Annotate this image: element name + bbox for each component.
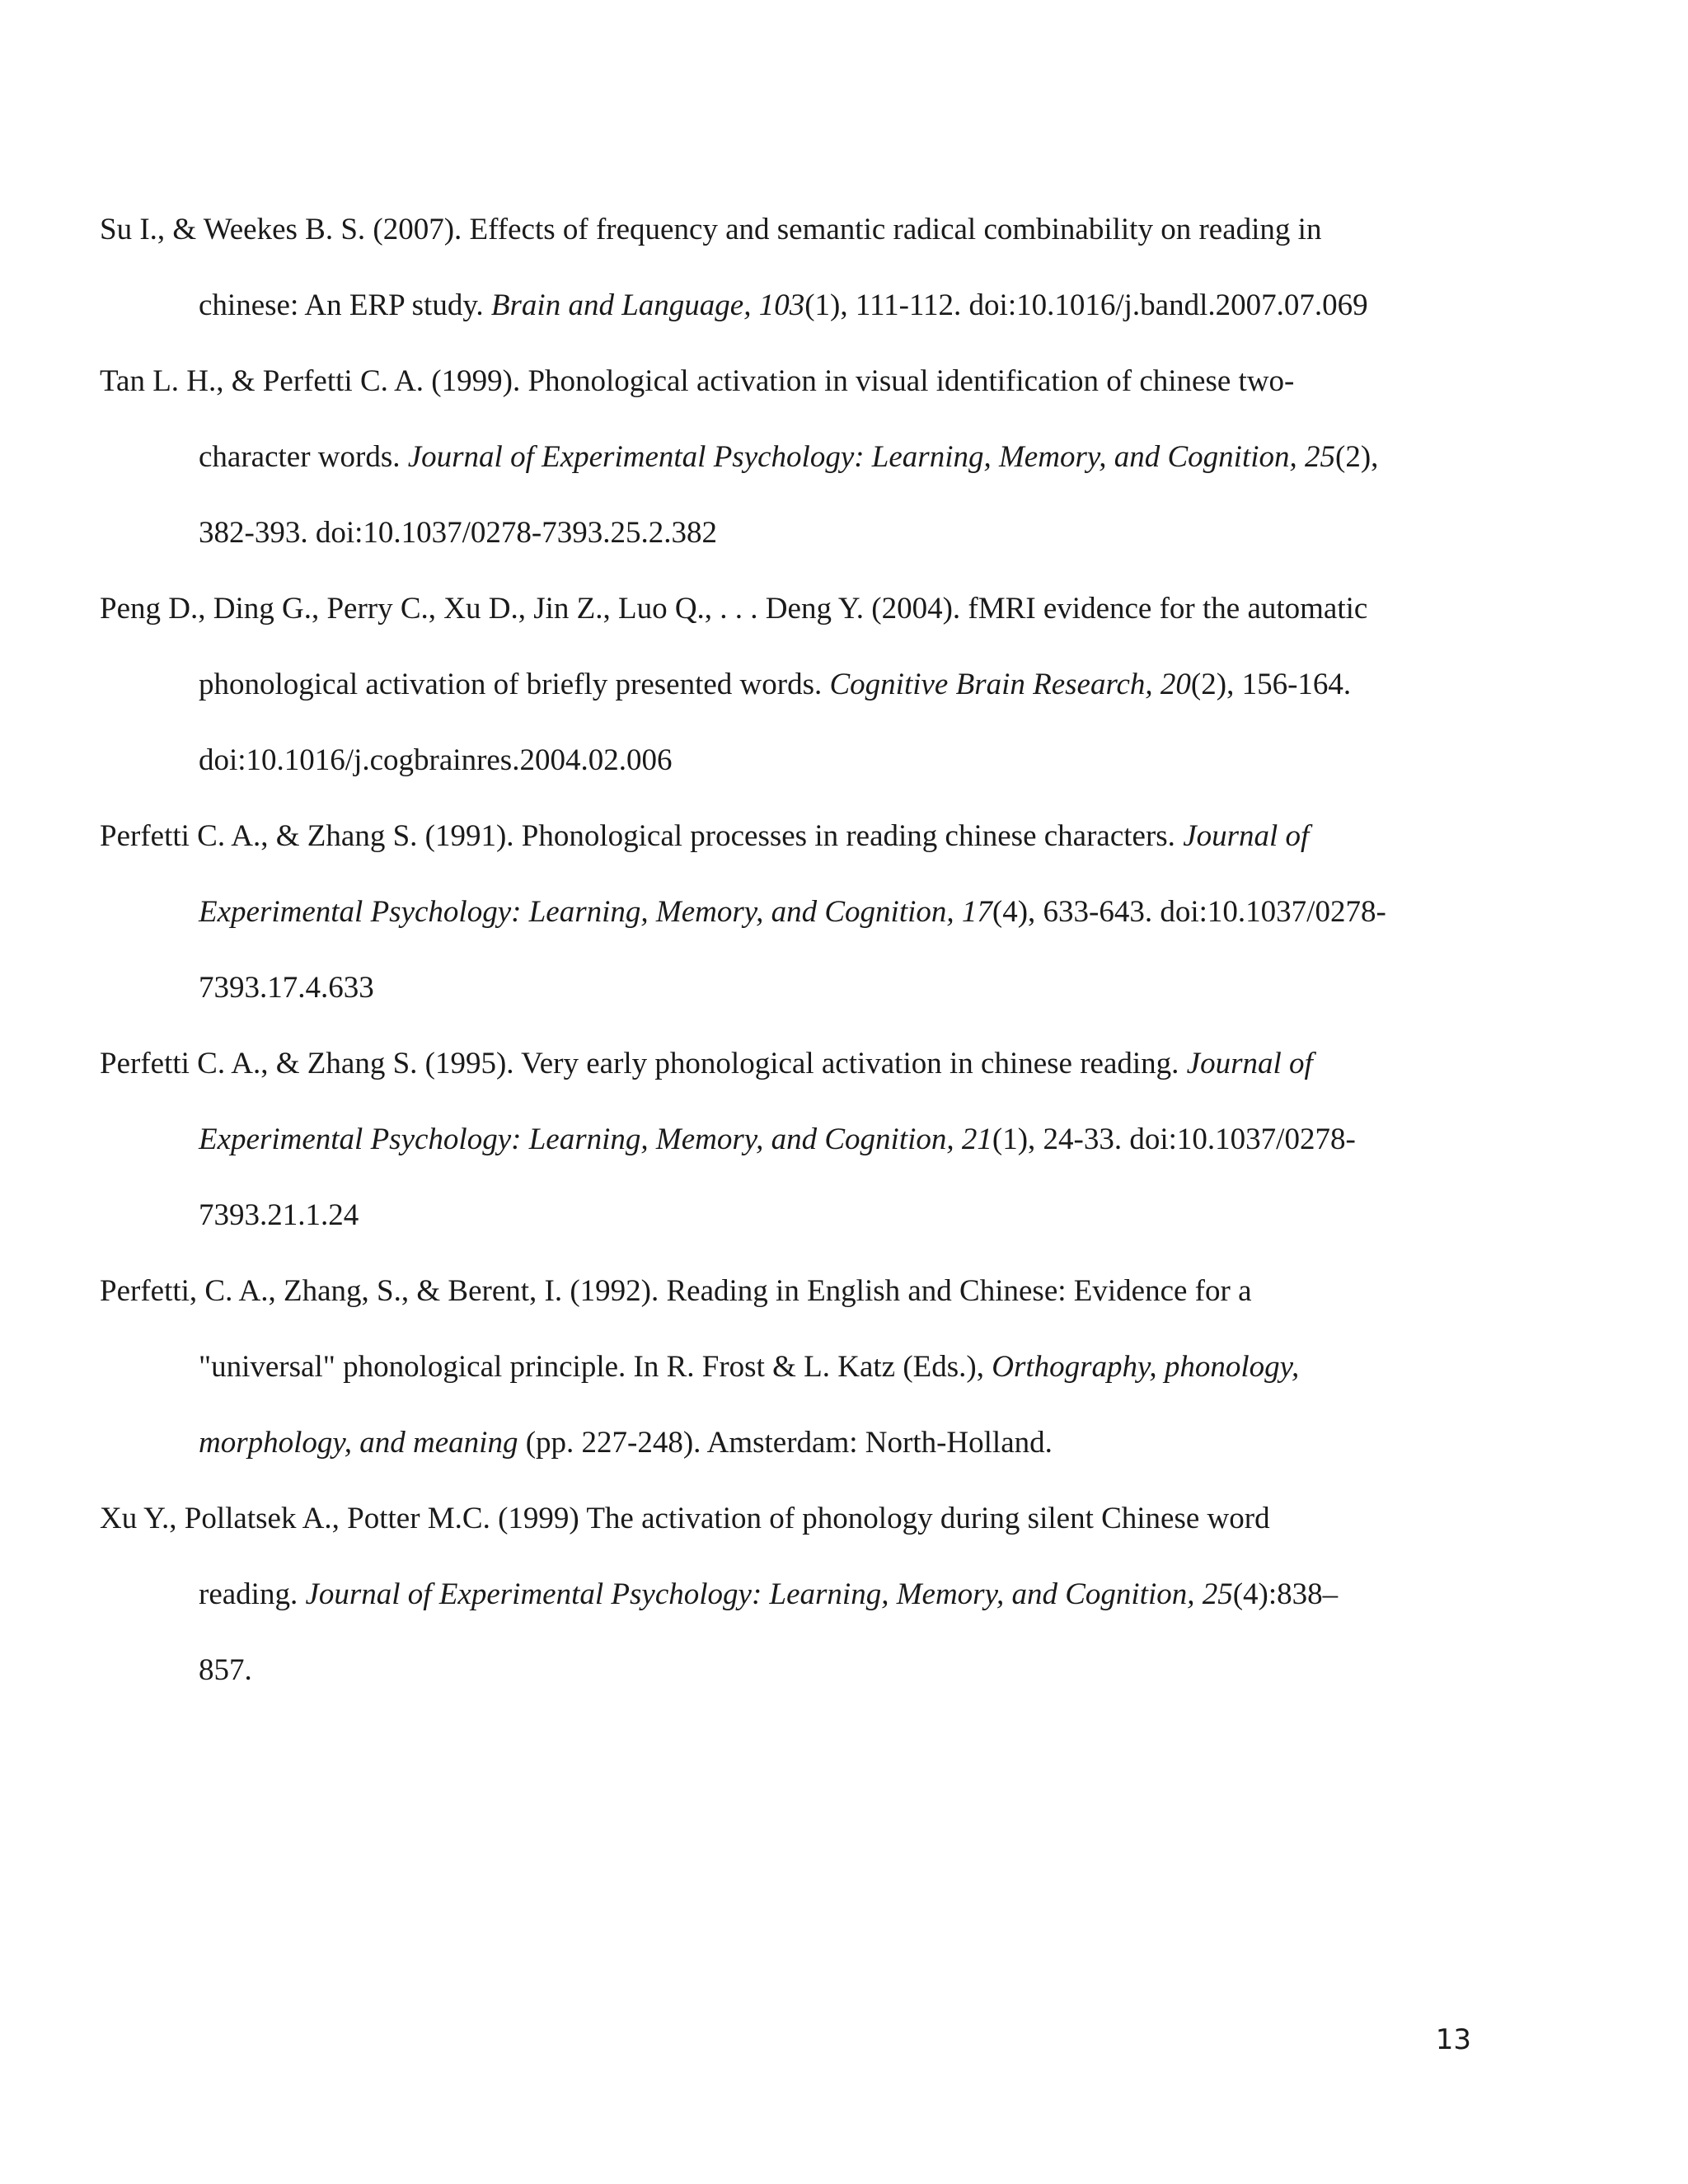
reference-text-segment: character words. xyxy=(199,440,408,474)
reference-text-segment: Tan L. H., & Perfetti C. A. (1999). Phonological activation in visual identification of chinese two- xyxy=(100,364,1295,398)
reference-text-segment: (4):838– xyxy=(1232,1577,1339,1611)
reference-first-line xyxy=(100,344,1509,419)
reference-continuation-line xyxy=(199,495,1509,571)
reference-entry xyxy=(100,344,1509,571)
reference-text-segment: 382-393. doi:10.1037/0278-7393.25.2.382 xyxy=(199,516,717,550)
reference-continuation-line xyxy=(199,1178,1509,1254)
reference-italic-segment: Experimental Psychology: Learning, Memory, and Cognition, 21 xyxy=(199,1122,992,1156)
reference-text-segment: Peng D., Ding G., Perry C., Xu D., Jin Z., Luo Q., . . . Deng Y. (2004). fMRI evidence for the automatic xyxy=(100,592,1368,626)
reference-text-segment: (4), 633-643. doi:10.1037/0278- xyxy=(992,895,1386,929)
reference-first-line xyxy=(100,192,1509,268)
reference-text-segment: 7393.21.1.24 xyxy=(199,1198,359,1232)
reference-italic-segment: Journal of xyxy=(1183,819,1310,853)
reference-text-segment: (pp. 227-248). Amsterdam: North-Holland. xyxy=(518,1426,1053,1460)
reference-text-segment: phonological activation of briefly presented words. xyxy=(199,668,830,701)
reference-entry xyxy=(100,571,1509,799)
reference-text-segment: Su I., & Weekes B. S. (2007). Effects of frequency and semantic radical combinability on reading in xyxy=(100,213,1322,246)
reference-first-line xyxy=(100,1026,1509,1102)
reference-entry xyxy=(100,1254,1509,1481)
reference-italic-segment: Experimental Psychology: Learning, Memory, and Cognition, 17 xyxy=(199,895,992,929)
reference-continuation-line xyxy=(199,874,1509,950)
reference-text-segment: (2), xyxy=(1335,440,1379,474)
reference-continuation-line xyxy=(199,268,1509,344)
reference-text-segment: doi:10.1016/j.cogbrainres.2004.02.006 xyxy=(199,743,673,777)
reference-text-segment: "universal" phonological principle. In R. Frost & L. Katz (Eds.), xyxy=(199,1350,992,1384)
reference-text-segment: Perfetti C. A., & Zhang S. (1995). Very early phonological activation in chinese reading. xyxy=(100,1047,1187,1080)
reference-first-line xyxy=(100,799,1509,874)
reference-italic-segment: Cognitive Brain Research, 20 xyxy=(829,668,1191,701)
reference-continuation-line xyxy=(199,723,1509,799)
reference-italic-segment: Brain and Language, 103 xyxy=(490,288,805,322)
reference-first-line xyxy=(100,571,1509,647)
reference-text-segment: (1), 24-33. doi:10.1037/0278- xyxy=(992,1122,1356,1156)
reference-italic-segment: morphology, and meaning xyxy=(199,1426,518,1460)
reference-entry xyxy=(100,1481,1509,1708)
page-number: 13 xyxy=(1435,2023,1471,2056)
reference-continuation-line xyxy=(199,1102,1509,1178)
reference-entry xyxy=(100,1026,1509,1254)
reference-text-segment: Perfetti C. A., & Zhang S. (1991). Phonological processes in reading chinese characters. xyxy=(100,819,1184,853)
reference-continuation-line xyxy=(199,419,1509,495)
reference-first-line xyxy=(100,1254,1509,1329)
reference-text-segment: (1), 111-112. doi:10.1016/j.bandl.2007.07.069 xyxy=(804,288,1368,322)
reference-text-segment: 857. xyxy=(199,1653,252,1687)
reference-entry xyxy=(100,192,1509,344)
reference-text-segment: chinese: An ERP study. xyxy=(199,288,491,322)
reference-italic-segment: Orthography, phonology, xyxy=(992,1350,1300,1384)
reference-italic-segment: Journal of Experimental Psychology: Learning, Memory, and Cognition, 25 xyxy=(305,1577,1233,1611)
reference-continuation-line xyxy=(199,1633,1509,1708)
reference-text-segment: (2), 156-164. xyxy=(1190,668,1352,701)
reference-continuation-line xyxy=(199,1329,1509,1405)
reference-entry xyxy=(100,799,1509,1026)
reference-italic-segment: Journal of xyxy=(1186,1047,1313,1080)
reference-continuation-line xyxy=(199,1557,1509,1633)
reference-list xyxy=(100,192,1509,1708)
reference-continuation-line xyxy=(199,647,1509,723)
reference-continuation-line xyxy=(199,950,1509,1026)
reference-continuation-line xyxy=(199,1405,1509,1481)
reference-text-segment: 7393.17.4.633 xyxy=(199,971,374,1005)
reference-text-segment: Perfetti, C. A., Zhang, S., & Berent, I. (1992). Reading in English and Chinese: Evidence for a xyxy=(100,1274,1252,1308)
reference-italic-segment: Journal of Experimental Psychology: Learning, Memory, and Cognition, 25 xyxy=(407,440,1336,474)
reference-text-segment: Xu Y., Pollatsek A., Potter M.C. (1999) The activation of phonology during silent Chinese word xyxy=(100,1502,1270,1535)
reference-text-segment: reading. xyxy=(199,1577,306,1611)
reference-first-line xyxy=(100,1481,1509,1557)
